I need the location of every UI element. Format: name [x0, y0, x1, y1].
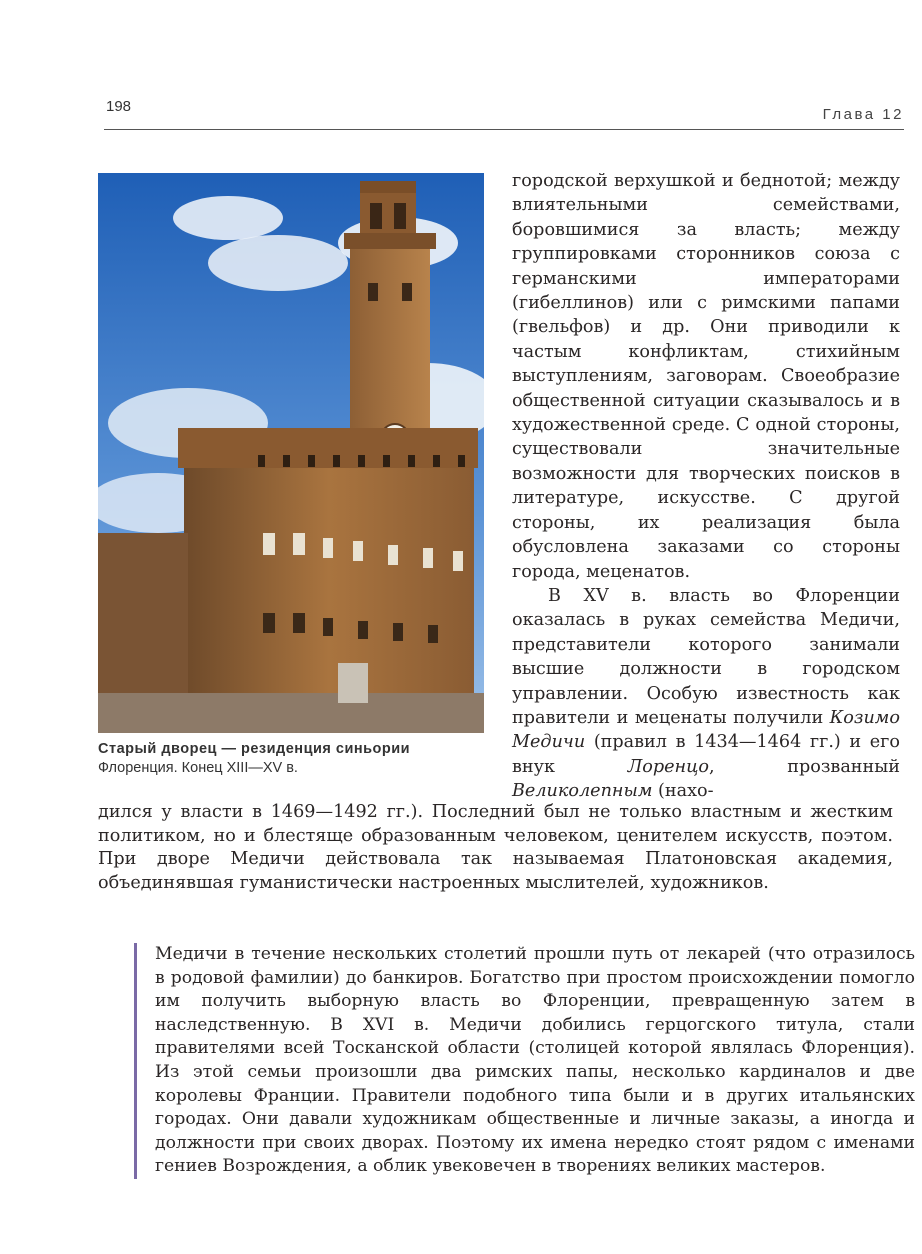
person-epithet: Великолепным [512, 781, 653, 802]
paragraph: городской верхушкой и беднотой; между влиятельными семействами, боровшимися за власть; между группировками сторонников союза с германскими императорами (гибеллинов) или с римскими папами (гвельфов) и др. Они приводили к частым конфликтам, стихийным выступлениям, заговорам. Своеобразие общественной ситуации сказывалось и в художественной среде. С одной стороны, существовали значительные возможности для творческих поисков в литературе, искусстве. С другой стороны, их реализация была обусловлена заказами со стороны города, меценатов. [512, 171, 900, 582]
figure-caption [98, 740, 498, 778]
caption-subtitle: Флоренция. Конец XIII—XV в. [98, 760, 298, 776]
box-paragraph: Медичи в течение нескольких столетий прошли путь от лекарей (что отразилось в родовой фамилии) до банкиров. Богатство при простом происхождении помогло им получить выборную власть во Флоренции, превращенную затем в наследственную. В XVI в. Медичи добились герцогского титула, стали правителями всей Тосканской области (столицей которой являлась Флоренция). Из этой семьи произошли два римских папы, несколько кардиналов и две королевы Франции. Правители подобного типа были и в других итальянских городах. Они давали художникам общественные и личные заказы, а иногда и должности при своих дворах. Поэтому их имена нередко стоят рядом с именами гениев Возрождения, а облик увековечен в творениях великих мастеров. [155, 944, 915, 1177]
person-name: Лоренцо [627, 756, 710, 777]
palazzo-vecchio-photo [98, 173, 484, 733]
chapter-label: Глава 12 [822, 106, 904, 123]
paragraph: В XV в. власть во Флоренции оказалась в руках семейства Медичи, представители которого занимали высшие должности в городском управлении. Особую известность как правители и меценаты получили Козимо Медичи (правил в 1434—1464 гг.) и его внук Лоренцо, прозванный Великолепным (нахо- [512, 585, 900, 802]
right-column-text [512, 169, 900, 804]
caption-title: Старый дворец — резиденция синьории [98, 741, 411, 757]
page-number: 198 [106, 98, 132, 115]
full-width-text [98, 801, 893, 895]
sidebar-box [134, 943, 915, 1179]
header-rule [104, 129, 904, 130]
person-name: Козимо Медичи [512, 707, 900, 753]
paragraph: дился у власти в 1469—1492 гг.). Последний был не только властным и жестким политиком, но и блестяще образованным человеком, ценителем искусств, поэтом. При дворе Медичи действовала так называемая Платоновская академия, объединявшая гуманистически настроенных мыслителей, художников. [98, 802, 893, 893]
